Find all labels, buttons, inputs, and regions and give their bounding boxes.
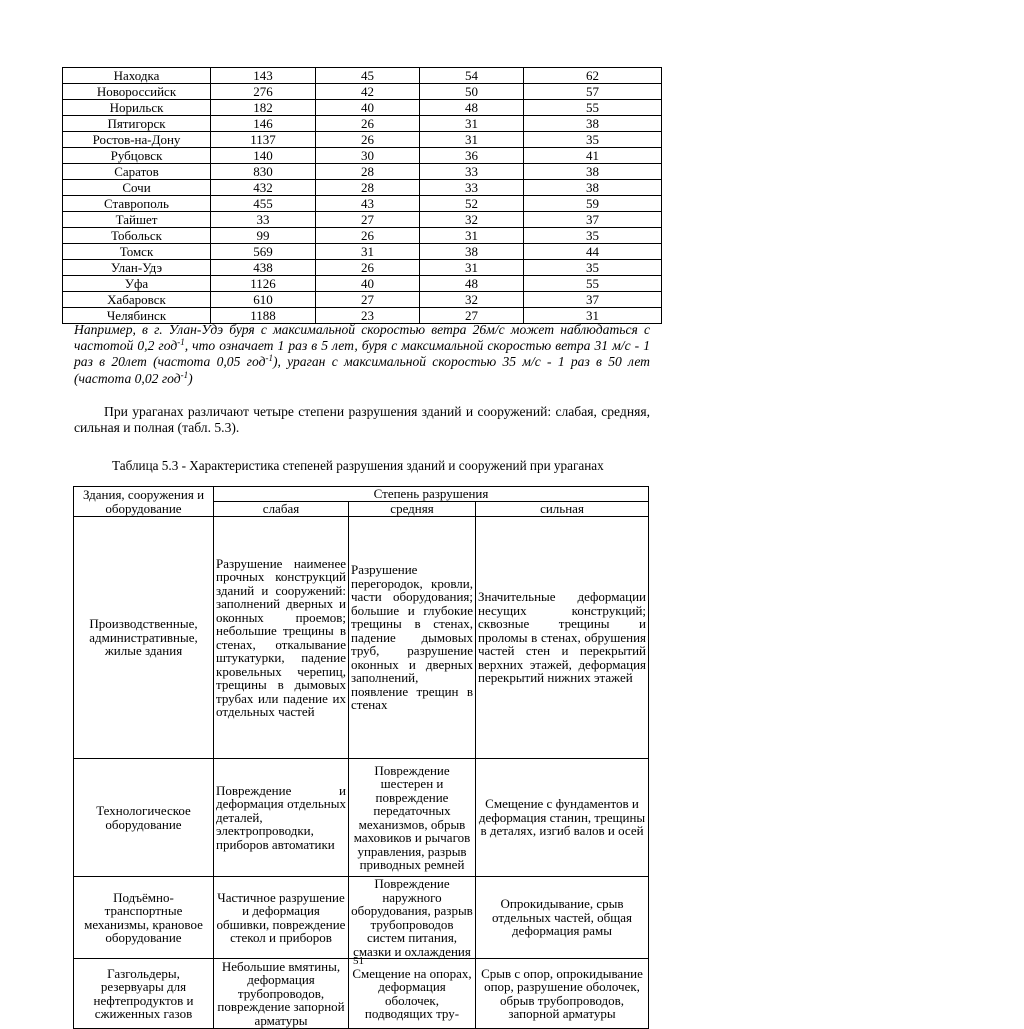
city-name-cell: Новороссийск xyxy=(63,84,211,100)
value-cell: 55 xyxy=(524,100,662,116)
city-name-cell: Улан-Удэ xyxy=(63,260,211,276)
strong-cell: Смещение с фундаментов и деформация станин, трещины в деталях, изгиб валов и осей xyxy=(476,759,649,877)
city-name-cell: Тайшет xyxy=(63,212,211,228)
table-row xyxy=(74,877,649,959)
value-cell: 36 xyxy=(420,148,524,164)
value-cell: 32 xyxy=(420,212,524,228)
value-cell: 31 xyxy=(316,244,420,260)
table-row xyxy=(63,100,662,116)
table-row xyxy=(63,148,662,164)
weak-cell: Небольшие вмятины, деформация трубопроводов, повреждение запорной арматуры xyxy=(214,959,349,1029)
value-cell: 140 xyxy=(211,148,316,164)
value-cell: 455 xyxy=(211,196,316,212)
value-cell: 35 xyxy=(524,228,662,244)
city-name-cell: Ростов-на-Дону xyxy=(63,132,211,148)
value-cell: 26 xyxy=(316,228,420,244)
strong-cell: Срыв с опор, опрокидывание опор, разрушение оболочек, обрыв трубопроводов, запорной арматуры xyxy=(476,959,649,1029)
value-cell: 38 xyxy=(524,164,662,180)
value-cell: 569 xyxy=(211,244,316,260)
example-superscript-2: -1 xyxy=(265,353,273,364)
header-degree: Степень разрушения xyxy=(214,487,649,502)
table-row xyxy=(63,180,662,196)
header-medium: средняя xyxy=(349,502,476,517)
value-cell: 27 xyxy=(420,308,524,324)
medium-cell: Разрушение перегородок, кровли, части оборудования; большие и глубокие трещины в стенах, падение дымовых труб, разрушение оконных и дверных заполнений, появление трещин в стенах xyxy=(349,517,476,759)
table-row xyxy=(63,164,662,180)
city-name-cell: Норильск xyxy=(63,100,211,116)
value-cell: 1188 xyxy=(211,308,316,324)
object-cell: Подъёмно-транспортные механизмы, крановое оборудование xyxy=(74,877,214,959)
value-cell: 33 xyxy=(420,164,524,180)
example-text-1: Например, в г. Улан-Удэ буря с максимальной скоростью ветра 26м/с может наблюдаться с частотой 0,2 год xyxy=(74,322,650,354)
value-cell: 38 xyxy=(524,180,662,196)
value-cell: 38 xyxy=(420,244,524,260)
value-cell: 28 xyxy=(316,164,420,180)
city-name-cell: Челябинск xyxy=(63,308,211,324)
table-row xyxy=(63,260,662,276)
table-row xyxy=(74,759,649,877)
table-row xyxy=(63,228,662,244)
medium-cell: Смещение на опорах, деформация оболочек, подводящих тру- xyxy=(349,959,476,1029)
example-text-3: ), ураган с максимальной скоростью 35 м/с - 1 раз в 50 лет (частота 0,02 год xyxy=(74,354,650,386)
city-wind-table xyxy=(62,67,662,324)
city-name-cell: Уфа xyxy=(63,276,211,292)
value-cell: 31 xyxy=(420,228,524,244)
value-cell: 38 xyxy=(524,116,662,132)
value-cell: 59 xyxy=(524,196,662,212)
value-cell: 31 xyxy=(524,308,662,324)
value-cell: 432 xyxy=(211,180,316,196)
example-superscript-3: -1 xyxy=(180,369,189,380)
value-cell: 37 xyxy=(524,212,662,228)
value-cell: 610 xyxy=(211,292,316,308)
object-cell: Газгольдеры, резервуары для нефтепродуктов и сжиженных газов xyxy=(74,959,214,1029)
weak-cell: Повреждение и деформация отдельных деталей, электропроводки, приборов автоматики xyxy=(214,759,349,877)
value-cell: 50 xyxy=(420,84,524,100)
value-cell: 35 xyxy=(524,260,662,276)
value-cell: 45 xyxy=(316,68,420,84)
value-cell: 57 xyxy=(524,84,662,100)
damage-degree-table xyxy=(73,486,649,1029)
example-paragraph xyxy=(74,322,650,387)
value-cell: 1126 xyxy=(211,276,316,292)
table-caption: Таблица 5.3 - Характеристика степеней разрушения зданий и сооружений при ураганах xyxy=(112,458,604,473)
value-cell: 40 xyxy=(316,276,420,292)
object-cell: Производственные, административные, жилые здания xyxy=(74,517,214,759)
value-cell: 28 xyxy=(316,180,420,196)
value-cell: 276 xyxy=(211,84,316,100)
value-cell: 48 xyxy=(420,276,524,292)
value-cell: 33 xyxy=(420,180,524,196)
value-cell: 31 xyxy=(420,132,524,148)
value-cell: 1137 xyxy=(211,132,316,148)
value-cell: 62 xyxy=(524,68,662,84)
city-name-cell: Хабаровск xyxy=(63,292,211,308)
value-cell: 32 xyxy=(420,292,524,308)
table-row xyxy=(63,196,662,212)
city-name-cell: Находка xyxy=(63,68,211,84)
value-cell: 31 xyxy=(420,260,524,276)
value-cell: 143 xyxy=(211,68,316,84)
city-name-cell: Томск xyxy=(63,244,211,260)
value-cell: 31 xyxy=(420,116,524,132)
city-name-cell: Саратов xyxy=(63,164,211,180)
value-cell: 40 xyxy=(316,100,420,116)
medium-cell: Повреждение наружного оборудования, разрыв трубопроводов систем питания, смазки и охлаждения xyxy=(349,877,476,959)
value-cell: 48 xyxy=(420,100,524,116)
example-text-2: , что означает 1 раз в 5 лет, буря с максимальной скоростью ветра 31 м/с - 1 раз в 20лет (частота 0,05 год xyxy=(74,338,650,370)
example-superscript-1: -1 xyxy=(177,337,185,348)
value-cell: 146 xyxy=(211,116,316,132)
value-cell: 55 xyxy=(524,276,662,292)
value-cell: 37 xyxy=(524,292,662,308)
example-text-4: ) xyxy=(188,370,193,386)
city-name-cell: Пятигорск xyxy=(63,116,211,132)
value-cell: 27 xyxy=(316,292,420,308)
table-row xyxy=(63,276,662,292)
city-name-cell: Сочи xyxy=(63,180,211,196)
city-name-cell: Тобольск xyxy=(63,228,211,244)
medium-cell: Повреждение шестерен и повреждение передаточных механизмов, обрыв маховиков и рычагов управления, разрыв приводных ремней xyxy=(349,759,476,877)
value-cell: 99 xyxy=(211,228,316,244)
table-row xyxy=(63,292,662,308)
table-row xyxy=(74,959,649,1029)
table-row xyxy=(63,132,662,148)
strong-cell: Опрокидывание, срыв отдельных частей, общая деформация рамы xyxy=(476,877,649,959)
value-cell: 43 xyxy=(316,196,420,212)
table-row xyxy=(63,116,662,132)
value-cell: 438 xyxy=(211,260,316,276)
weak-cell: Частичное разрушение и деформация обшивки, повреждение стекол и приборов xyxy=(214,877,349,959)
value-cell: 41 xyxy=(524,148,662,164)
value-cell: 26 xyxy=(316,132,420,148)
value-cell: 23 xyxy=(316,308,420,324)
header-strong: сильная xyxy=(476,502,649,517)
value-cell: 830 xyxy=(211,164,316,180)
header-weak: слабая xyxy=(214,502,349,517)
table-row xyxy=(63,212,662,228)
weak-cell: Разрушение наименее прочных конструкций зданий и сооружений: заполнений дверных и оконных проемов; небольшие трещины в стенах, откалывание штукатурки, падение кровельных черепиц, трещины в дымовых трубах или падение их отдельных частей xyxy=(214,517,349,759)
value-cell: 26 xyxy=(316,116,420,132)
value-cell: 26 xyxy=(316,260,420,276)
header-object: Здания, сооружения и оборудование xyxy=(74,487,214,517)
value-cell: 44 xyxy=(524,244,662,260)
table-row xyxy=(74,517,649,759)
value-cell: 35 xyxy=(524,132,662,148)
value-cell: 27 xyxy=(316,212,420,228)
value-cell: 52 xyxy=(420,196,524,212)
object-cell: Технологическое оборудование xyxy=(74,759,214,877)
city-name-cell: Рубцовск xyxy=(63,148,211,164)
hurricane-paragraph: При ураганах различают четыре степени разрушения зданий и сооружений: слабая, средняя, сильная и полная (табл. 5.3). xyxy=(74,404,650,436)
value-cell: 54 xyxy=(420,68,524,84)
strong-cell: Значительные деформации несущих конструкций; сквозные трещины и проломы в стенах, обрушения частей стен и перекрытий верхних этажей, деформация перекрытий нижних этажей xyxy=(476,517,649,759)
value-cell: 182 xyxy=(211,100,316,116)
page-number: 51 xyxy=(353,955,364,967)
value-cell: 42 xyxy=(316,84,420,100)
table-row xyxy=(63,68,662,84)
value-cell: 33 xyxy=(211,212,316,228)
table-row xyxy=(63,84,662,100)
value-cell: 30 xyxy=(316,148,420,164)
table-row xyxy=(63,244,662,260)
city-name-cell: Ставрополь xyxy=(63,196,211,212)
